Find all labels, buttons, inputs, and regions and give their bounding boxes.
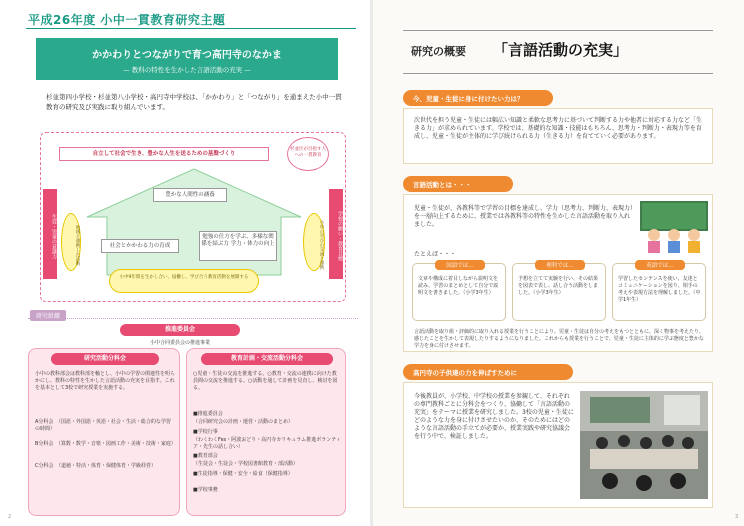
q2-summary: 言語活動を取り組・評価的に取り入れる授業を行うことにより、児童・生徒は自分の考えをもつとともに、深く物事を考えたり、感じたことを生かして表現したりするようになりました。これからも授業を行うことで、児童・生徒に主体的に学ぶ態度と豊かな学力を身に付けさせます。 — [414, 329, 705, 349]
card-eigo-text: 学習したセンテンスを使い、友達とコミュニケーションを図り、相手の考えや表現方法を理解しました。（中学1年生） — [618, 276, 701, 303]
panel-research-title: 研究活動分科会 — [51, 353, 159, 365]
panel-research-item-a: A分科会 （国語・外国語・英語・社会・生活・総合的な学習の時間） — [35, 419, 171, 432]
panel-plan-item-7: ■学校事務 — [193, 487, 218, 493]
org-section-label: 研究組織 — [30, 310, 66, 321]
concept-diagram — [40, 132, 346, 302]
panel-research — [28, 348, 180, 516]
q3-heading: 高円寺の子供達の力を伸ばすために — [403, 364, 573, 380]
overview-title — [403, 30, 713, 74]
panel-research-text: 小中の教科部会は教科部を軸とし、小中の学習の関連性を明らかにし、教科の特性を生かした言語活動の充実を目指す。これを基本として3校で研究授業を実施する。 — [35, 371, 176, 391]
panel-plan-item-0: ■推進委員会 — [193, 411, 223, 417]
card-kokugo — [412, 263, 506, 321]
q2-heading: 言語活動とは・・・ — [403, 176, 513, 192]
theme-main: かかわりとつながりで育つ高円寺のなかま — [92, 50, 282, 61]
intro-text: 杉並第四小学校・杉並第八小学校・高円寺中学校は、「かかわり」と「つながり」を通まえた小中一貫教育の研究及び実践に取り組んでいます。 — [46, 93, 342, 111]
panel-plan-item-4: ■教育部会 — [193, 453, 218, 459]
left-page-number: 2 — [8, 514, 12, 520]
house-top-box: 豊かな人間性の涵養 — [153, 188, 227, 202]
house-left-box: 社会とかかわる力の育成 — [101, 239, 179, 253]
panel-plan-item-3: （わくわくFes・阿波おどり・高円寺カリキュラム推進ボランティア・先生の話し合い） — [193, 437, 341, 450]
theme-sub: — 教科の特性を生かした言語活動の充実 — — [123, 66, 251, 74]
panel-plan-title: 教育計画・交流活動分科会 — [201, 353, 333, 365]
overview-main: 「言語活動の充実」 — [493, 41, 629, 59]
top-right-oval: 杉並区が目指す人への一貫教育 — [287, 137, 329, 171]
meeting-photo — [580, 391, 708, 499]
q2-box — [403, 194, 713, 352]
overview-prefix: 研究の概要 — [411, 45, 466, 58]
left-pillar: 生徒・児童の意識力 — [43, 189, 57, 279]
panel-research-item-c: C分科会 （道徳・特活・体育・保健体育・学級経営） — [35, 463, 156, 469]
right-pillar: 学校の願い・教育目標 — [329, 189, 343, 279]
q2-text: 児童・生徒が、各教科等で学習の目標を達成し、学力（思考力、判断力、表現力）を一層向上するために、授業では各教科等の特性を生かした言語活動を取り入れました。 — [414, 205, 634, 228]
q3-box — [403, 382, 713, 508]
classroom-illustration — [636, 197, 712, 255]
tatoeba: たとえば・・・ — [414, 251, 457, 258]
left-page — [0, 0, 370, 526]
theme-banner — [36, 38, 338, 80]
house-right-box: 勉強の仕方を学ぶ、多様な関係を結ぶ力 学力・体力の向上 — [199, 231, 277, 261]
panel-plan — [186, 348, 346, 516]
org-top-bar: 推進委員会 — [120, 324, 240, 336]
top-goal-box: 自立して社会で生き、豊かな人生を送るための基盤づくり — [59, 147, 269, 161]
q1-box — [403, 108, 713, 164]
card-kokugo-tag: 国語では… — [435, 260, 485, 270]
card-rika-tag: 理科では… — [535, 260, 585, 270]
heading-rule — [26, 28, 356, 29]
page-heading: 平成26年度 小中一貫教育研究主題 — [28, 13, 226, 27]
q3-text: 今後教員が、小学校、中学校の授業を参観して、それぞれの専門教科ごとに分科会をつくり、協働して「言語活動の充実」をテーマに授業を研究しました。3校の児童・生徒にどのような力を身に付けさせたいのか、そのためにはどのような言語活動の手立てが必要か、授業実践や研究協議会を行う中で、検証しました。 — [414, 393, 574, 440]
q1-text: 次世代を担う児童・生徒には幅広い知識と柔軟な思考力に基づいて判断する力や他者に対応する力など「生きる力」が求められています。学校では、基礎的な知識・技能はもちろん、思考力・判断力・表現力等を育成し、児童・生徒が主体的に学び続けられる力（生きる力）を育てていく必要があります。 — [414, 117, 703, 140]
panel-plan-item-1: （合同研究会の計画・運営・活動のまとめ） — [193, 419, 294, 425]
panel-plan-item-5: （生徒会・生徒会・学校図書館教育・部活動） — [193, 461, 299, 467]
bottom-oval: 小中9年間を生かし合い、協働し、学び合う教育活動を展開する — [109, 269, 259, 293]
org-rule — [28, 318, 358, 319]
q1-heading: 今、児童・生徒に身に付けたい力は？ — [403, 90, 553, 106]
card-rika — [512, 263, 606, 321]
left-oval: 地域と連携した活動 — [61, 213, 81, 271]
card-rika-text: 予想を立てて実験を行い、その結果を図表で表し、話し合う活動をしました。（小学3年生） — [518, 276, 599, 296]
right-oval: 小中の学びの交流と連携 — [303, 213, 325, 271]
panel-plan-item-2: ■学校行事 — [193, 429, 218, 435]
org-top-sub: 小中合同委員会の推進事業 — [149, 340, 210, 346]
card-eigo-tag: 英語では… — [635, 260, 685, 270]
card-eigo — [612, 263, 706, 321]
panel-research-item-b: B分科会 （算数・数学・音楽・図画工作・美術・技術・家庭） — [35, 441, 176, 447]
panel-plan-item-6: ■生徒指導・保健・安全・給食（保健指導） — [193, 471, 293, 477]
card-kokugo-text: 文章や構成に着目しながら説明文を読み、学習のまとめとして自分で説明文を書きました。（小学3年生） — [418, 276, 499, 296]
right-page — [373, 0, 744, 526]
panel-plan-text: ○児童・生徒の交流を推進する。○教育・交流の連携に向けた教員間の交流を推進する。○活動を通して計画を見直し、検討を図る。 — [193, 371, 338, 391]
right-page-number: 3 — [735, 514, 739, 520]
